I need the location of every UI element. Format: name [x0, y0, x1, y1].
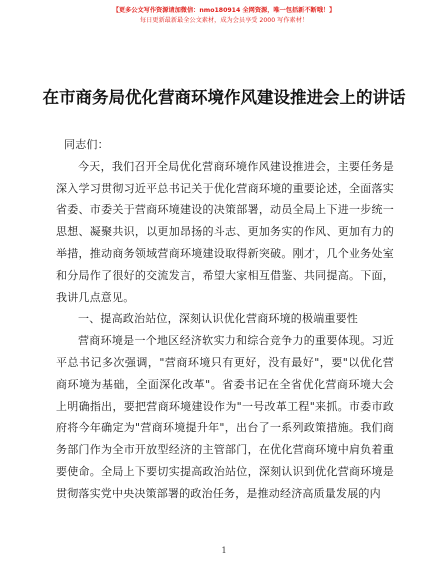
document-title: 在市商务局优化营商环境作风建设推进会上的讲话	[42, 88, 406, 107]
paragraph-intro: 今天，我们召开全局优化营商环境作风建设推进会，主要任务是深入学习贯彻习近平总书记关于优化营商环境的重要论述，全面落实省委、市委关于营商环境建设的决策部署，动员全局上下进一步统一思想、凝聚共识，以更加昂扬的斗志、更加务实的作风、更加有力的举措，推动商务领域营商环境建设取得新突破。刚才，几个业务处室和分局作了很好的交流发言，希望大家相互借鉴、共同提高。下面，我讲几点意见。	[56, 159, 394, 304]
promo-banner-line1: 【更多公文写作资源请加微信：nmo180914 全网资源，唯一包括新不断哦！】	[112, 7, 336, 14]
salutation: 同志们：	[64, 138, 109, 151]
promo-banner-line2: 每日更新最新最全公文素材，成为会员享受 2000 写作素材！	[139, 17, 309, 24]
promo-banner	[0, 6, 448, 26]
section-heading: 一、提高政治站位，深刻认识优化营商环境的极端重要性	[78, 312, 358, 326]
document-body	[56, 134, 394, 505]
paragraph-body: 营商环境是一个地区经济软实力和综合竞争力的重要体现。习近平总书记多次强调，"营商环境只有更好，没有最好"，要"以优化营商环境为基础，全面深化改革"。省委书记在全省优化营商环境大会上明确指出，要把营商环境建设作为"一号改革工程"来抓。市委市政府将今年确定为"营商环境提升年"，出台了一系列政策措施。我们商务部门作为全市开放型经济的主管部门，在优化营商环境中肩负着重要使命。全局上下要切实提高政治站位，深刻认识到优化营商环境是贯彻落实党中央决策部署的政治任务，是推动经济高质量发展的内	[56, 334, 394, 500]
page-number: 1	[221, 546, 227, 555]
